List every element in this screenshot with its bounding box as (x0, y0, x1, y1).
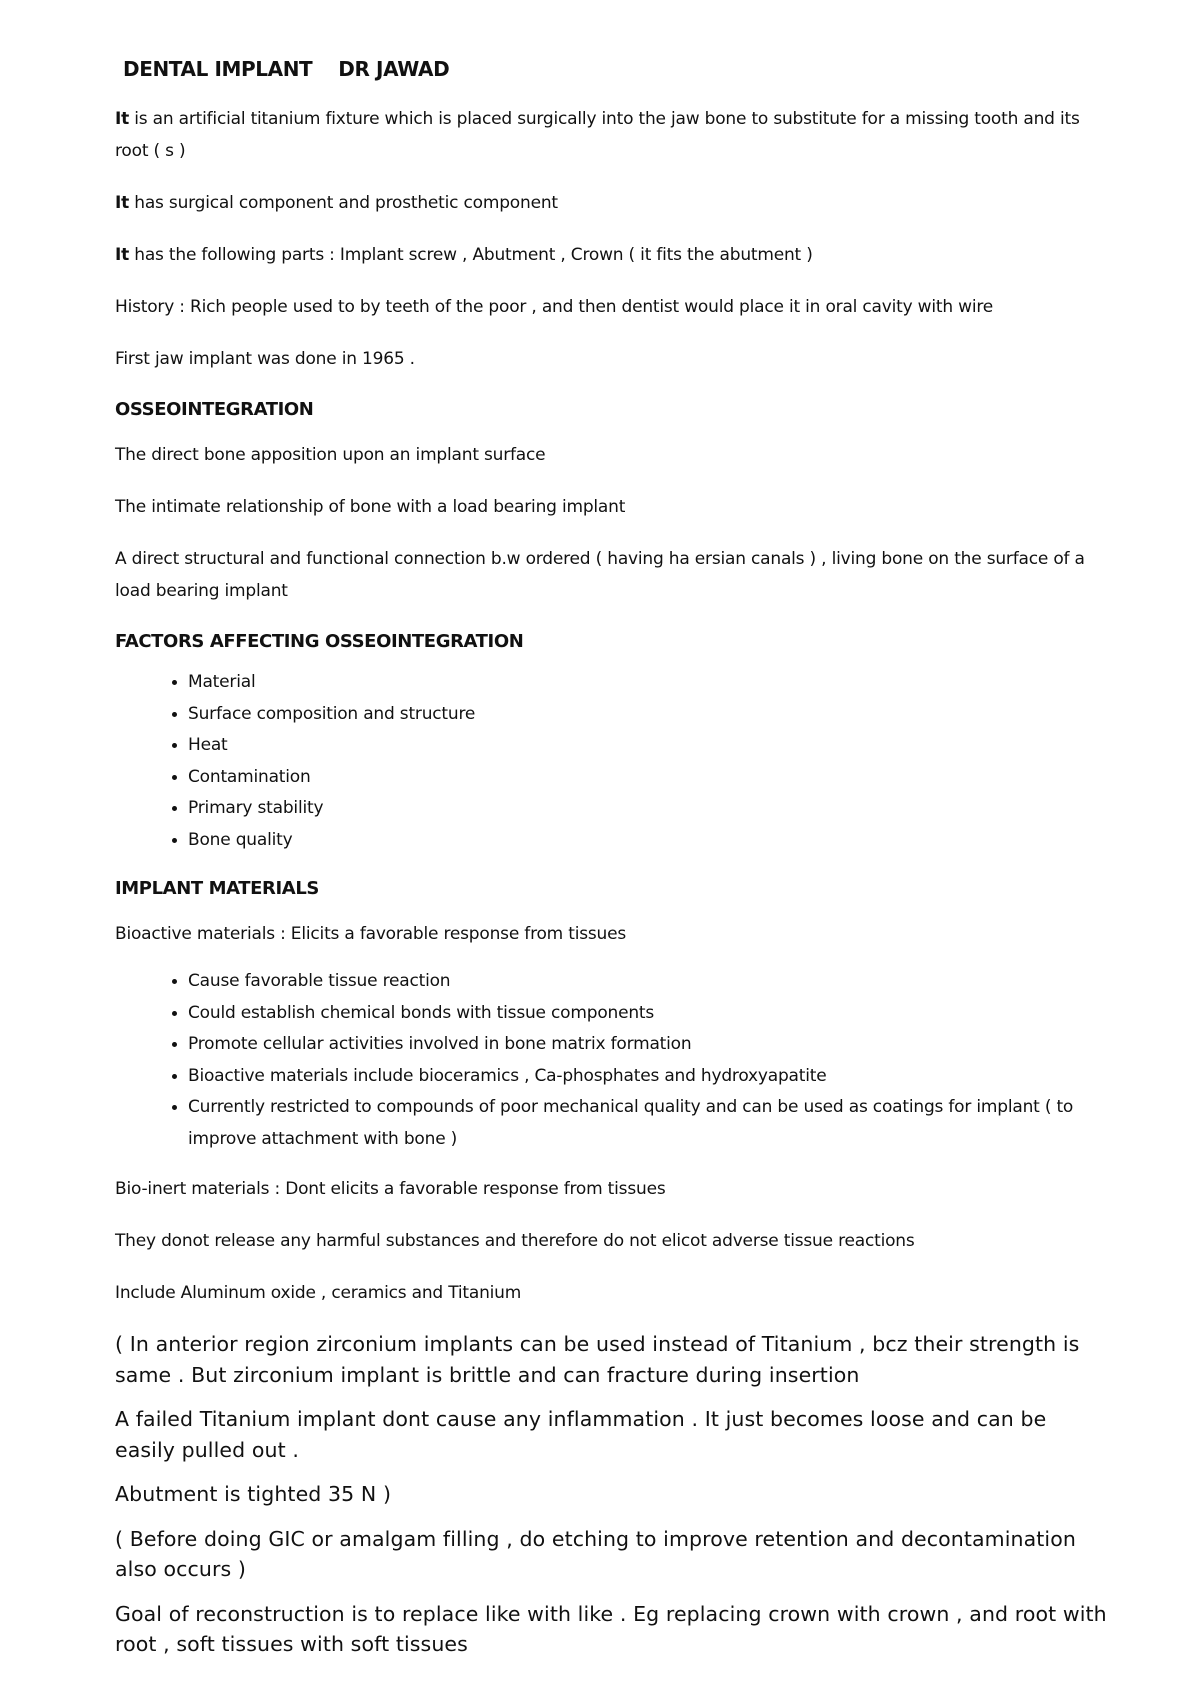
bioinert-examples: Include Aluminum oxide , ceramics and Titanium (115, 1283, 522, 1303)
osseo-definition-2: The intimate relationship of bone with a load bearing implant (115, 497, 626, 517)
list-item: • Heat (188, 730, 1110, 762)
intro-parts (115, 239, 1110, 271)
list-item: • Surface composition and structure (188, 699, 1110, 731)
osseo-definition-1: The direct bone apposition upon an implant surface (115, 445, 546, 465)
note-zirconium: ( In anterior region zirconium implants can be used instead of Titanium , bcz their strength is same . But zirconium implant is brittle and can fracture during insertion (115, 1332, 1080, 1387)
list-item: • Cause favorable tissue reaction (188, 966, 1110, 998)
document-title (123, 57, 1110, 81)
factors-heading: FACTORS AFFECTING OSSEOINTEGRATION (115, 631, 524, 652)
bioinert-definition: Bio-inert materials : Dont elicits a favorable response from tissues (115, 1179, 666, 1199)
intro-definition (115, 103, 1110, 167)
intro-history: History : Rich people used to by teeth of the poor , and then dentist would place it in oral cavity with wire (115, 297, 994, 317)
factors-list (115, 667, 1110, 856)
list-item: • Promote cellular activities involved in bone matrix formation (188, 1029, 1110, 1061)
title-author: DR JAWAD (338, 57, 450, 81)
lead-word: It (115, 245, 130, 265)
intro-parts-text: has the following parts : Implant screw , Abutment , Crown ( it fits the abutment ) (129, 245, 813, 265)
note-reconstruction-goal: Goal of reconstruction is to replace like with like . Eg replacing crown with crown , and root with root , soft tissues with soft tissues (115, 1601, 1107, 1656)
note-failed-implant: A failed Titanium implant dont cause any inflammation . It just becomes loose and can be easily pulled out . (115, 1407, 1047, 1462)
bioactive-list (115, 966, 1110, 1155)
intro-definition-text: is an artificial titanium fixture which is placed surgically into the jaw bone to substitute for a missing tooth and its root ( s ) (115, 109, 1080, 161)
note-abutment-torque: Abutment is tighted 35 N ) (115, 1482, 392, 1506)
list-item: • Primary stability (188, 793, 1110, 825)
bioactive-definition: Bioactive materials : Elicits a favorable response from tissues (115, 924, 627, 944)
title-main: DENTAL IMPLANT (123, 57, 313, 81)
lead-word: It (115, 193, 130, 213)
bioinert-note: They donot release any harmful substances and therefore do not elicot adverse tissue reactions (115, 1231, 915, 1251)
list-item: • Currently restricted to compounds of poor mechanical quality and can be used as coatings for implant ( to improve attachment with bone ) (188, 1092, 1110, 1155)
osseointegration-heading: OSSEOINTEGRATION (115, 399, 314, 420)
list-item: • Contamination (188, 762, 1110, 794)
list-item: • Bone quality (188, 825, 1110, 857)
list-item: • Material (188, 667, 1110, 699)
intro-components (115, 187, 1110, 219)
osseo-definition-3: A direct structural and functional connection b.w ordered ( having ha ersian canals ) , living bone on the surface of a load bearing implant (115, 549, 1085, 601)
list-item: • Bioactive materials include bioceramics , Ca-phosphates and hydroxyapatite (188, 1061, 1110, 1093)
lead-word: It (115, 109, 130, 129)
implant-materials-heading: IMPLANT MATERIALS (115, 878, 319, 899)
intro-components-text: has surgical component and prosthetic component (129, 193, 558, 213)
note-etching: ( Before doing GIC or amalgam filling , do etching to improve retention and decontamination also occurs ) (115, 1526, 1076, 1581)
intro-first-implant: First jaw implant was done in 1965 . (115, 349, 415, 369)
list-item: • Could establish chemical bonds with tissue components (188, 998, 1110, 1030)
